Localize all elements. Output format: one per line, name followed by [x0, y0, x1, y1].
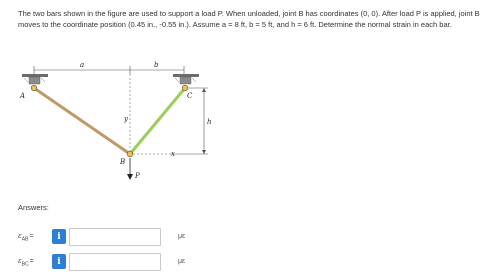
joint-a [31, 85, 37, 91]
label-x: x [171, 150, 175, 158]
strain-ab-label: $\varepsilon_{AB}=$ [18, 232, 34, 243]
unit-label: με [178, 233, 186, 240]
label-point-a: A [20, 92, 26, 100]
support-a [22, 74, 48, 84]
label-y: y [124, 115, 128, 123]
problem-statement: The two bars shown in the figure are used to support a load P. When unloaded, joint B has coordinates (0, 0). After load P is applied, joint B moves to the coordinate position (0.45 in., -0.55 in.). Assume a = 8 ft, b = 5 ft, and h = 6 ft. Determine the normal strain in each bar. [18, 9, 480, 29]
bar-ab [34, 88, 130, 154]
label-h: h [207, 118, 212, 126]
info-icon[interactable]: i [52, 254, 66, 269]
label-b: b [154, 61, 159, 69]
info-icon[interactable]: i [52, 229, 66, 244]
strain-bc-input[interactable] [69, 253, 161, 271]
answer-row-ab [18, 228, 278, 246]
strain-bc-label: $\varepsilon_{BC}=$ [18, 257, 34, 268]
unit-label: με [178, 258, 186, 265]
label-point-b: B [120, 158, 126, 166]
answer-row-bc [18, 253, 278, 271]
joint-c [182, 85, 188, 91]
strain-ab-input[interactable] [69, 228, 161, 246]
truss-figure [20, 58, 240, 188]
answers-heading: Answers: [18, 203, 49, 212]
label-a: a [80, 61, 85, 69]
label-point-c: C [187, 92, 193, 100]
label-p: P [135, 172, 140, 180]
bar-bc [130, 88, 185, 154]
truss-diagram [20, 58, 240, 188]
joint-b [127, 151, 133, 157]
support-c [173, 74, 199, 84]
